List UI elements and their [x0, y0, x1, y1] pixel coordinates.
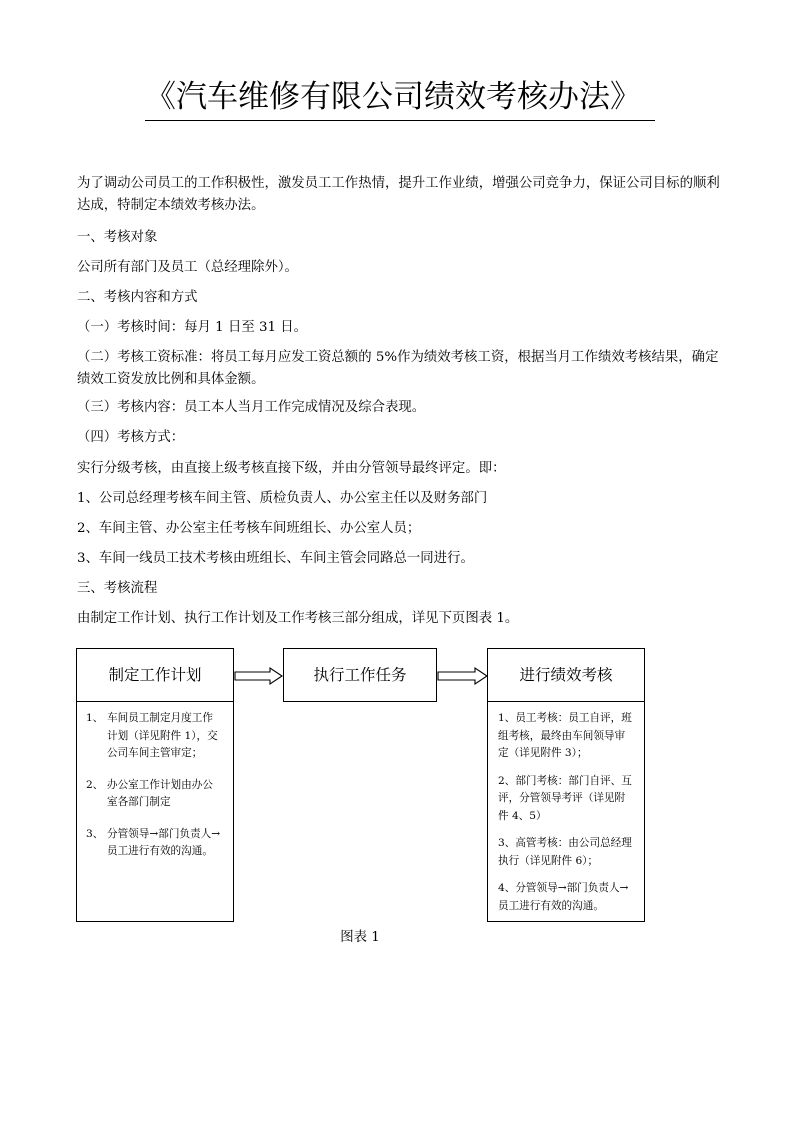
- section-1-heading: 一、考核对象: [77, 230, 158, 245]
- document-title-text: 《汽车维修有限公司绩效考核办法》: [145, 74, 655, 121]
- intro-paragraph: 为了调动公司员工的工作积极性，激发员工工作热情，提升工作业绩，增强公司竞争力，保证公司目标的顺利达成，特制定本绩效考核办法。: [77, 176, 720, 213]
- section-2-heading: 二、考核内容和方式: [77, 290, 198, 305]
- list-item-text: 分管领导→部门负责人→员工进行有效的沟通。: [107, 827, 221, 857]
- flow-arrow-2-icon: [437, 666, 489, 686]
- list-item: [77, 710, 223, 763]
- flow-step-plan-list: [77, 702, 233, 861]
- flowchart-caption: 图表 1: [340, 930, 380, 945]
- list-item-number: 3、: [86, 827, 104, 840]
- flow-step-execute-title: 执行工作任务: [313, 666, 407, 684]
- flow-step-execute: [283, 648, 437, 702]
- section-2-item-1: （一）考核时间：每月 1 日至 31 日。: [77, 320, 308, 335]
- list-item: 4、分管领导→部门负责人→员工进行有效的沟通。: [498, 882, 629, 912]
- method-list-item-1: 1、公司总经理考核车间主管、质检负责人、办公室主任以及财务部门: [77, 491, 488, 506]
- method-list-item-3: 3、车间一线员工技术考核由班组长、车间主管会同路总一同进行。: [77, 551, 474, 566]
- section-3-text: 由制定工作计划、执行工作计划及工作考核三部分组成，详见下页图表 1。: [77, 611, 519, 626]
- list-item-text: 车间员工制定月度工作计划（详见附件 1），交公司车间主管审定；: [107, 712, 218, 759]
- section-1-text: 公司所有部门及员工（总经理除外）。: [77, 260, 298, 275]
- flow-step-evaluate-title: 进行绩效考核: [488, 649, 644, 702]
- list-item: [77, 777, 223, 812]
- list-item: 1、员工考核：员工自评，班组考核，最终由车间领导审定（详见附件 3）；: [498, 712, 632, 759]
- list-item-number: 1、: [86, 712, 104, 724]
- section-2-item-4: （四）考核方式：: [77, 430, 185, 445]
- flow-step-evaluate-list: [488, 702, 644, 915]
- list-item: [77, 826, 223, 861]
- section-2-item-3: （三）考核内容：员工本人当月工作完成情况及综合表现。: [77, 400, 426, 415]
- section-2-item-2: （二）考核工资标准：将员工每月应发工资总额的 5%作为绩效考核工资，根据当月工作绩效考核结果，确定绩效工资发放比例和具体金额。: [77, 350, 719, 387]
- list-item-text: 办公室工作计划由办公室各部门制定: [107, 778, 213, 808]
- flow-step-plan: [76, 648, 234, 922]
- method-list-item-2: 2、车间主管、办公室主任考核车间班组长、办公室人员；: [77, 521, 421, 536]
- flow-arrow-1-icon: [234, 666, 284, 686]
- list-item: 2、部门考核：部门自评、互评，分管领导考评（详见附件 4、5）: [498, 774, 632, 822]
- section-3-heading: 三、考核流程: [77, 581, 158, 596]
- flow-step-plan-title: 制定工作计划: [77, 649, 233, 702]
- list-item-number: 2、: [86, 778, 104, 791]
- document-title: [0, 74, 800, 121]
- section-2-method-text: 实行分级考核，由直接上级考核直接下级，并由分管领导最终评定。即：: [77, 461, 506, 476]
- flow-step-evaluate: [487, 648, 645, 922]
- list-item: 3、高管考核：由公司总经理执行（详见附件 6）；: [498, 837, 632, 867]
